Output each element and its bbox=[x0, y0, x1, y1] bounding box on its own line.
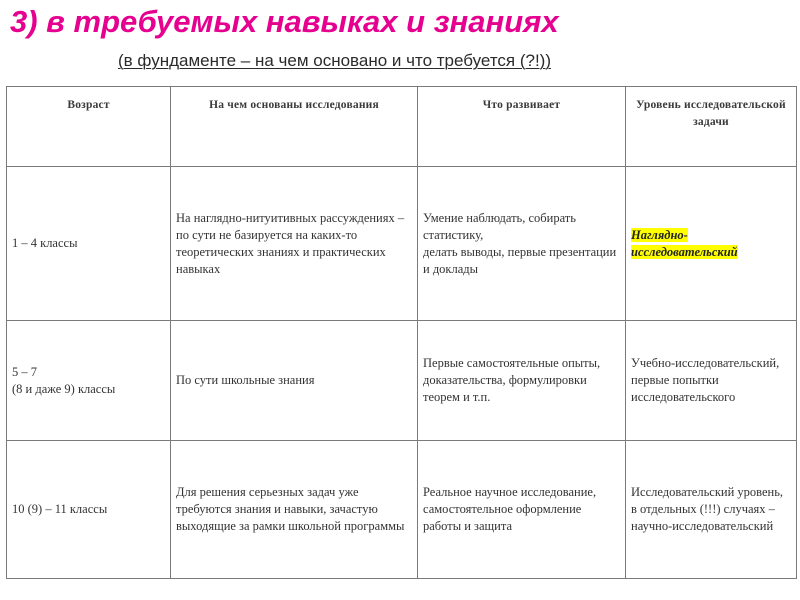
header-develops: Что развивает bbox=[418, 87, 626, 167]
header-level: Уровень исследовательской задачи bbox=[626, 87, 797, 167]
table-row bbox=[7, 321, 797, 441]
cell-age: 10 (9) – 11 классы bbox=[7, 441, 171, 579]
table-row bbox=[7, 441, 797, 579]
cell-develops: Реальное научное исследование, самостоятельное оформление работы и защита bbox=[418, 441, 626, 579]
cell-level: Учебно-исследовательский, первые попытки исследовательского bbox=[626, 321, 797, 441]
cell-age: 5 – 7 (8 и даже 9) классы bbox=[7, 321, 171, 441]
table-row bbox=[7, 167, 797, 321]
cell-basis: На наглядно-нитуитивных рассуждениях – по сути не базируется на каких-то теоретических знаниях и практических навыках bbox=[171, 167, 418, 321]
cell-develops: Первые самостоятельные опыты, доказательства, формулировки теорем и т.п. bbox=[418, 321, 626, 441]
cell-basis: По сути школьные знания bbox=[171, 321, 418, 441]
cell-level: Исследовательский уровень, в отдельных (!!!) случаях – научно-исследовательский bbox=[626, 441, 797, 579]
slide-title: 3) в требуемых навыках и знаниях bbox=[10, 4, 559, 39]
highlighted-level: Наглядно-исследовательский bbox=[631, 227, 738, 259]
cell-develops: Умение наблюдать, собирать статистику, делать выводы, первые презентации и доклады bbox=[418, 167, 626, 321]
slide-subtitle: (в фундаменте – на чем основано и что требуется (?!)) bbox=[118, 51, 552, 70]
header-age: Возраст bbox=[7, 87, 171, 167]
cell-level bbox=[626, 167, 797, 321]
research-levels-table bbox=[6, 86, 797, 579]
cell-age: 1 – 4 классы bbox=[7, 167, 171, 321]
header-basis: На чем основаны исследования bbox=[171, 87, 418, 167]
table-header-row bbox=[7, 87, 797, 167]
cell-basis: Для решения серьезных задач уже требуются знания и навыки, зачастую выходящие за рамки школьной программы bbox=[171, 441, 418, 579]
